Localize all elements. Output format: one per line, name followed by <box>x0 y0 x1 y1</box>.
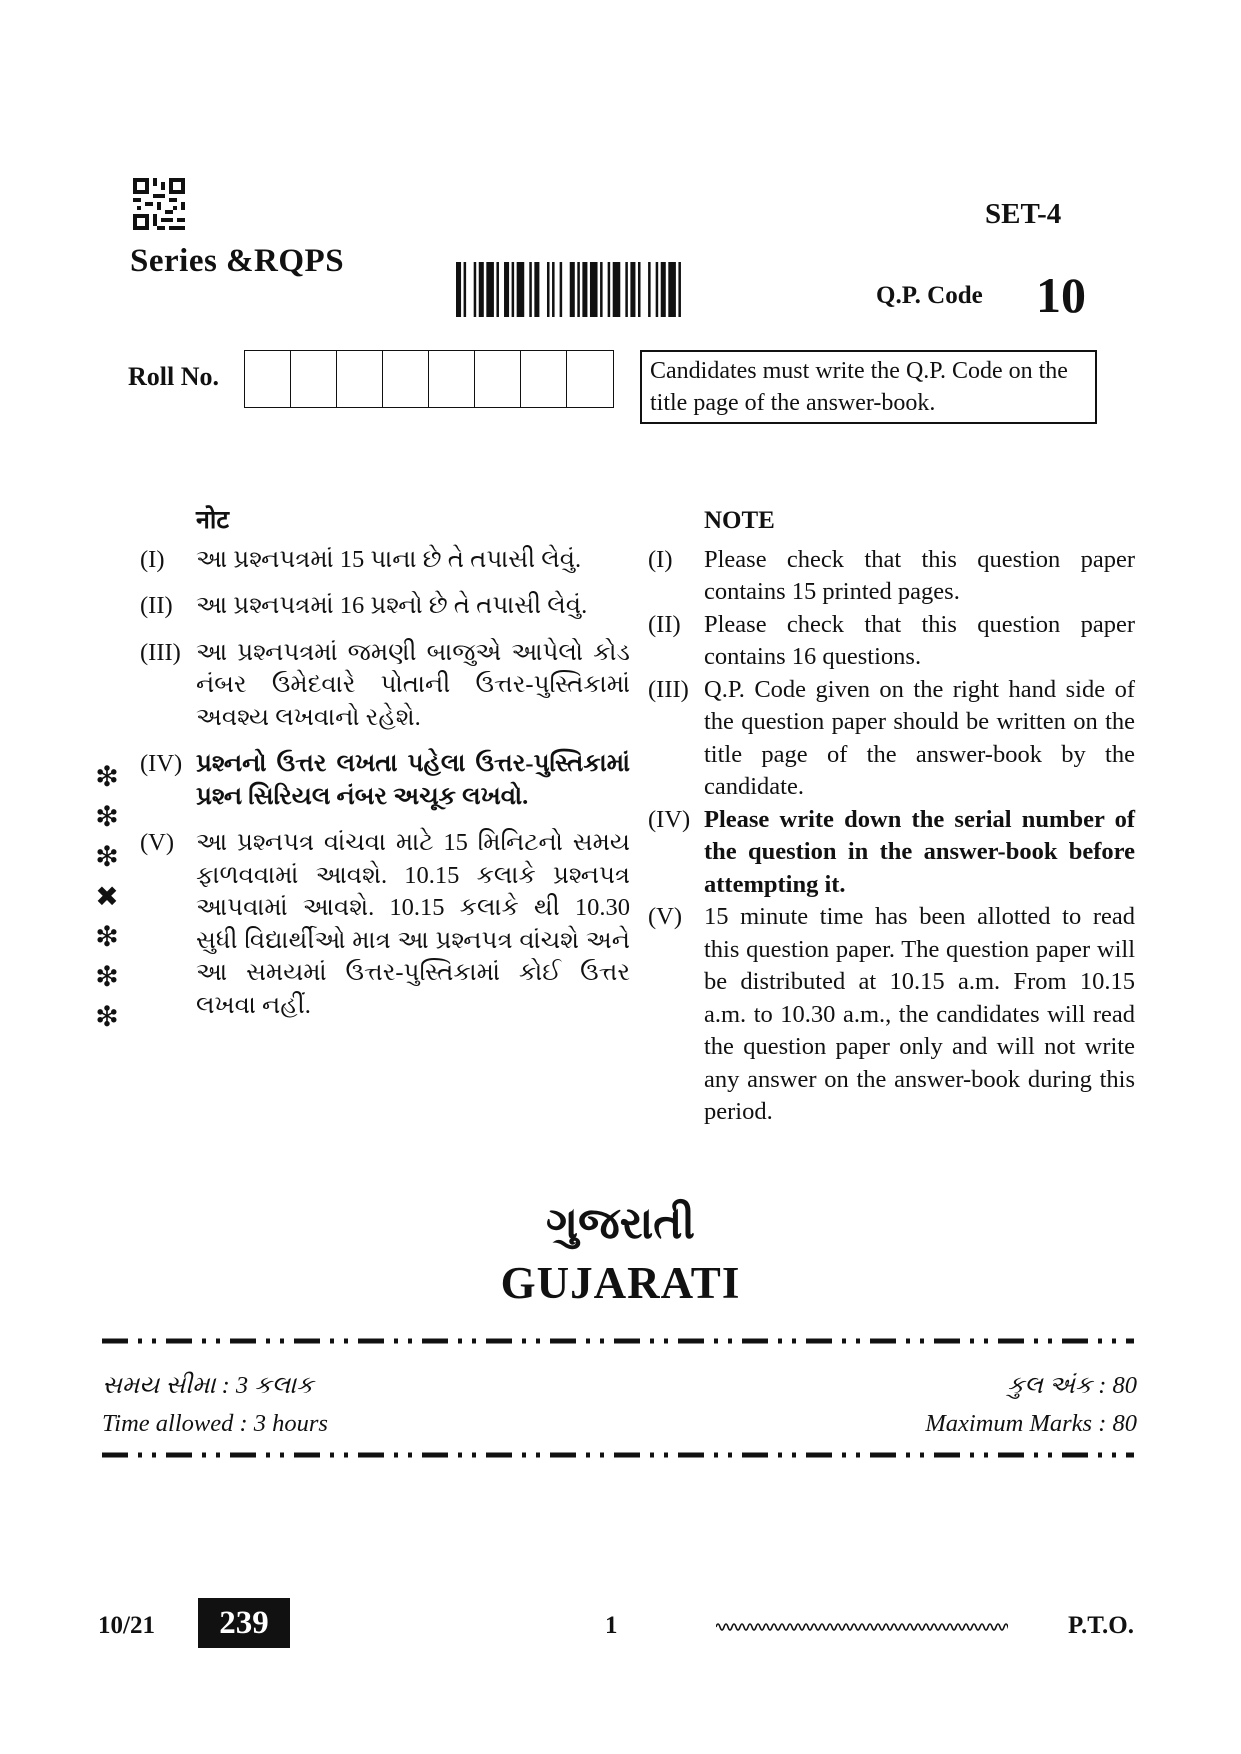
please-turn-over: P.T.O. <box>1068 1612 1134 1639</box>
subject-title-gujarati: ગુજરાતી <box>545 1199 696 1248</box>
star-icon: ❇ <box>95 842 119 873</box>
note-english-item-number: (III) <box>648 675 689 703</box>
wavy-line <box>716 1620 1008 1634</box>
page-number: 1 <box>605 1612 618 1639</box>
dash-dot-divider-bottom <box>102 1452 1134 1458</box>
note-gujarati-item-text: આ પ્રશ્નપત્રમાં 15 પાના છે તે તપાસી લેવું. <box>196 545 582 573</box>
note-english-item <box>648 609 1135 674</box>
time-allowed-english: Time allowed : 3 hours <box>102 1410 328 1437</box>
note-gujarati-item <box>140 590 630 623</box>
star-icon: ✖ <box>95 882 119 913</box>
note-gujarati-item-text: આ પ્રશ્નપત્રમાં જમણી બાજુએ આપેલો કોડ નંબર ઉમેદવારે પોતાની ઉત્તર-પુસ્તિકામાં અવશ્ય લખવાનો રહેશે. <box>196 638 630 731</box>
note-english-item-text: Q.P. Code given on the right hand side of the question paper should be written on the title page of the answer-book by the candidate. <box>704 675 1135 800</box>
qp-code-notice: Candidates must write the Q.P. Code on the title page of the answer-book. <box>640 350 1097 424</box>
note-english-item-number: (IV) <box>648 805 691 833</box>
roll-number-cell[interactable] <box>383 351 429 407</box>
note-gujarati-item <box>140 748 630 813</box>
note-gujarati-item <box>140 544 630 577</box>
time-allowed-gujarati: સમય સીમા : 3 કલાક <box>102 1372 314 1399</box>
max-marks-english: Maximum Marks : 80 <box>925 1410 1137 1437</box>
note-gujarati-item-number: (III) <box>140 638 181 666</box>
note-english-item <box>648 544 1135 609</box>
roll-number-cell[interactable] <box>567 351 613 407</box>
star-icon: ❇ <box>95 922 119 953</box>
roll-number-cell[interactable] <box>521 351 567 407</box>
roll-number-cell[interactable] <box>475 351 521 407</box>
note-heading-english: NOTE <box>704 507 775 534</box>
note-gujarati-item-number: (V) <box>140 829 175 856</box>
note-english-item-number: (II) <box>648 610 681 638</box>
note-english <box>648 505 1135 1129</box>
note-gujarati-item-text: આ પ્રશ્નપત્ર વાંચવા માટે 15 મિનિટનો સમય ફાળવવામાં આવશે. 10.15 કલાકે પ્રશ્નપત્ર આપવામાં આવશે. 10.15 કલાકે થી 10.30 સુધી વિદ્યાર્થીઓ માત્ર આ પ્રશ્નપત્ર વાંચશે અને આ સમયમાં ઉત્તર-પુસ્તિકામાં કોઈ ઉત્તર લખવા નહીં. <box>196 829 630 1019</box>
note-english-item-text: 15 minute time has been allotted to read this question paper. The question paper will be distributed at 10.15 a.m. From 10.15 a.m. to 10.30 a.m., the candidates will read the question paper only and will not write any answer on the answer-book during this period. <box>704 903 1135 1125</box>
roll-number-cell[interactable] <box>245 351 291 407</box>
note-english-item <box>648 804 1135 902</box>
note-gujarati-item-number: (IV) <box>140 750 183 777</box>
barcode <box>456 262 686 317</box>
note-heading-gujarati: नोट <box>196 507 229 534</box>
note-english-item-number: (I) <box>648 545 673 573</box>
note-english-item-text: Please check that this question paper contains 16 questions. <box>704 610 1135 670</box>
note-gujarati-item-number: (I) <box>140 545 165 573</box>
roll-number-boxes[interactable] <box>244 350 614 408</box>
star-icon: ❇ <box>95 962 119 993</box>
footer-paper-code: 10/21 <box>98 1612 155 1639</box>
note-gujarati-item-text: પ્રશ્નનો ઉત્તર લખતા પહેલા ઉત્તર-પુસ્તિકામાં પ્રશ્ન સિરિયલ નંબર અચૂક લખવો. <box>196 750 630 810</box>
roll-number-label: Roll No. <box>128 362 219 391</box>
note-english-item-text: Please write down the serial number of the question in the answer-book before attempting it. <box>704 805 1135 898</box>
set-number: SET-4 <box>985 198 1062 230</box>
qp-code-label: Q.P. Code <box>876 282 983 309</box>
note-gujarati <box>140 505 630 1036</box>
note-gujarati-item-number: (II) <box>140 592 173 619</box>
note-gujarati-item <box>140 827 630 1022</box>
note-gujarati-item-text: આ પ્રશ્નપત્રમાં 16 પ્રશ્નો છે તે તપાસી લેવું. <box>196 592 588 619</box>
max-marks-gujarati: કુલ અંક : 80 <box>1007 1372 1137 1399</box>
decorative-stars <box>92 758 122 1038</box>
roll-number-cell[interactable] <box>337 351 383 407</box>
roll-number-cell[interactable] <box>291 351 337 407</box>
note-english-item-text: Please check that this question paper contains 15 printed pages. <box>704 545 1135 605</box>
star-icon: ❇ <box>95 1002 119 1033</box>
subject-title-english: GUJARATI <box>500 1258 741 1308</box>
qp-code-value: 10 <box>1036 267 1086 323</box>
series-code: Series &RQPS <box>130 243 345 279</box>
star-icon: ❇ <box>95 802 119 833</box>
qr-code <box>133 178 185 230</box>
note-english-item <box>648 901 1135 1129</box>
dash-dot-divider-top <box>102 1338 1134 1344</box>
roll-number-cell[interactable] <box>429 351 475 407</box>
footer-boxed-code: 239 <box>198 1598 290 1648</box>
note-gujarati-item <box>140 637 630 735</box>
note-english-item-number: (V) <box>648 903 683 930</box>
star-icon: ❇ <box>95 762 119 793</box>
note-english-item <box>648 674 1135 804</box>
